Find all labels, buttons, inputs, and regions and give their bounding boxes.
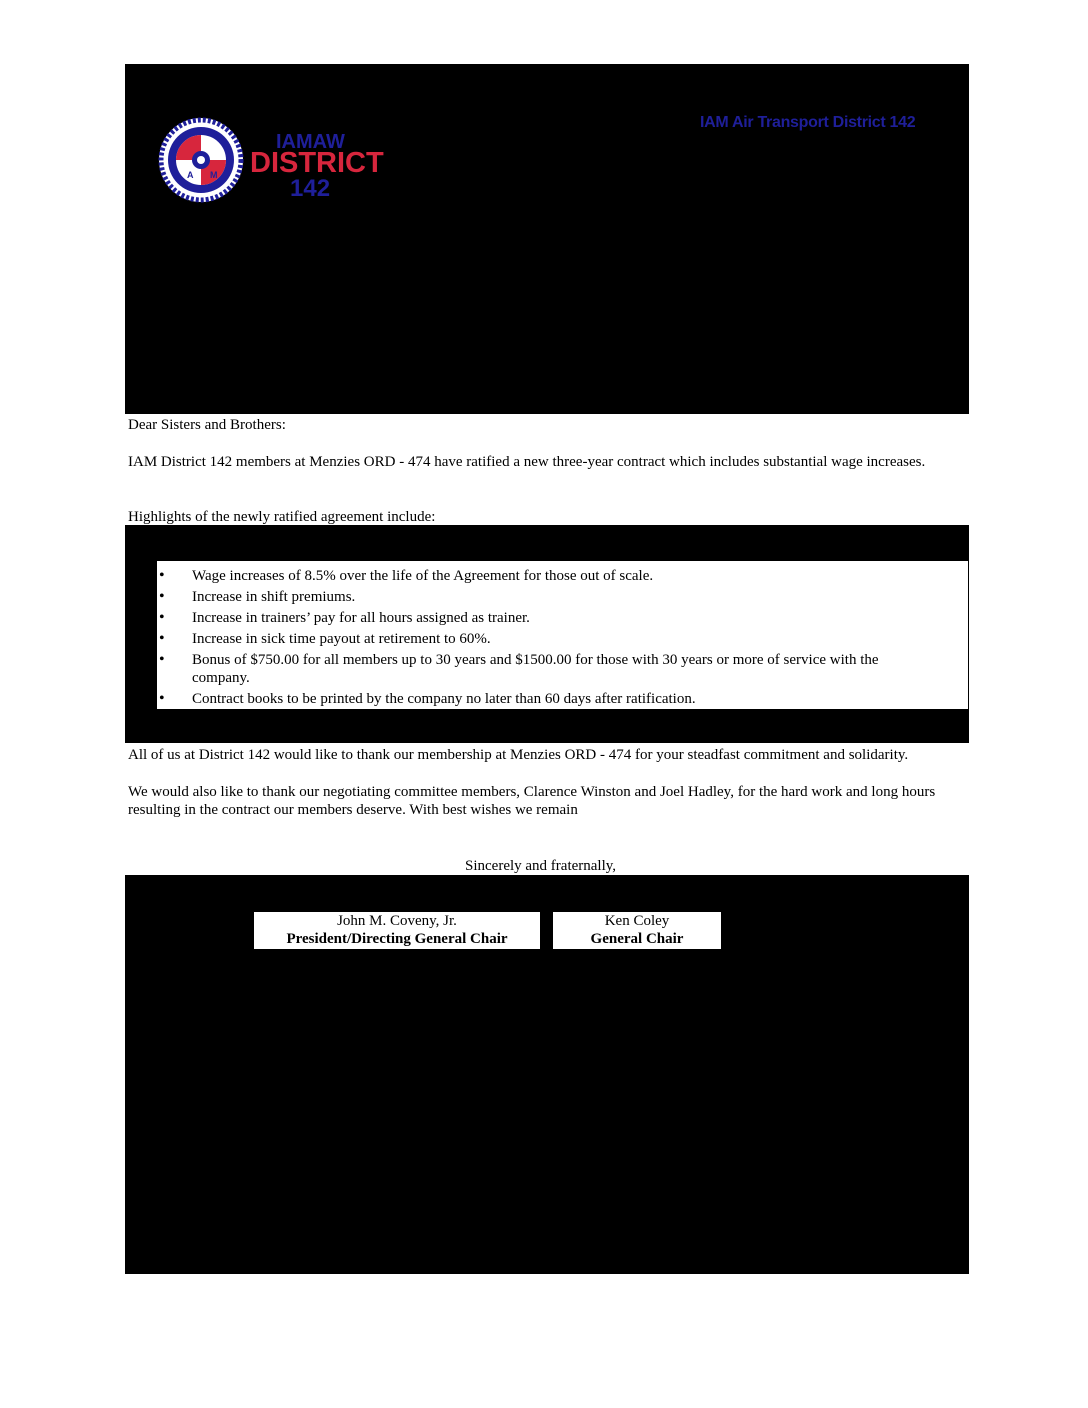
committee-paragraph: We would also like to thank our negotiating committee members, Clarence Winston and Joel Hadley, for the hard work and long hours resulting in the contract our members deserve. With best wishes we remain (128, 784, 936, 818)
list-item: • Bonus of $750.00 for all members up to 30 years and $1500.00 for those with 30 years or more of service with the company. (157, 651, 937, 687)
highlights-intro: Highlights of the newly ratified agreement include: (128, 509, 436, 525)
svg-text:M: M (210, 170, 218, 180)
signer-name: John M. Coveny, Jr. (337, 913, 457, 929)
footer-panel (125, 875, 969, 1274)
salutation: Dear Sisters and Brothers: (128, 417, 286, 433)
list-item: • Contract books to be printed by the company no later than 60 days after ratification. (157, 690, 937, 708)
intro-paragraph: IAM District 142 members at Menzies ORD - 474 have ratified a new three-year contract which includes substantial wage increases. (128, 454, 926, 470)
svg-text:A: A (187, 170, 194, 180)
signer-title: President/Directing General Chair (286, 931, 508, 947)
list-item: • Wage increases of 8.5% over the life of the Agreement for those out of scale. (157, 567, 937, 585)
logo-iamaw-text: IAMAW (276, 131, 345, 153)
signer-name: Ken Coley (604, 913, 670, 929)
logo-district-text: DISTRICT (250, 147, 384, 179)
highlights-list-panel (157, 561, 968, 709)
signer-title: General Chair (590, 931, 684, 947)
closing-line: Sincerely and fraternally, (465, 858, 617, 874)
highlights-list (157, 561, 937, 708)
org-title: IAM Air Transport District 142 (700, 114, 916, 131)
signature-block-coley (553, 912, 721, 949)
list-item: • Increase in sick time payout at retirement to 60%. (157, 630, 937, 648)
iam-seal-icon (158, 117, 394, 203)
list-item: • Increase in shift premiums. (157, 588, 937, 606)
district-142-logo (158, 117, 394, 203)
signature-block-coveny (254, 912, 540, 949)
list-item: • Increase in trainers’ pay for all hours assigned as trainer. (157, 609, 937, 627)
thanks-paragraph: All of us at District 142 would like to thank our membership at Menzies ORD - 474 for your steadfast commitment and solidarity. (128, 747, 909, 763)
logo-142-text: 142 (290, 175, 331, 202)
